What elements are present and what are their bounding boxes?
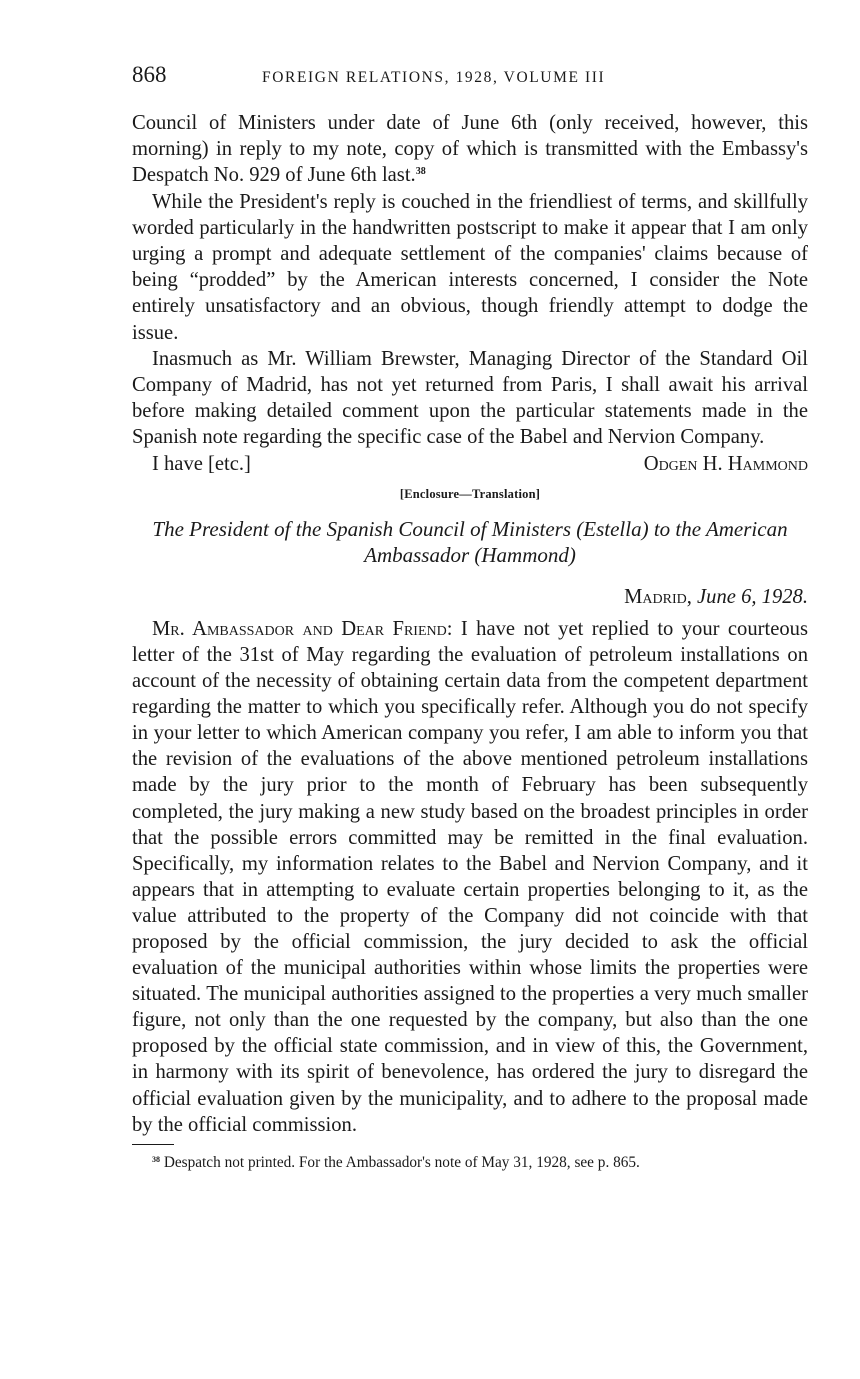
- footnote-divider: [132, 1144, 174, 1145]
- footnote-text: Despatch not printed. For the Ambassador's note of May 31, 1928, see p. 865.: [163, 1153, 640, 1171]
- running-head: [132, 62, 808, 96]
- dateline-date: June 6, 1928.: [697, 585, 808, 608]
- document-page: [132, 62, 808, 1173]
- page-number: 868: [132, 62, 167, 87]
- despatch-paragraph-1-text: Council of Ministers under date of June 6th (only received, however, this morning) in reply to my note, copy of which is transmitted with the Embassy's Despatch No. 929 of June 6th last.: [132, 112, 808, 187]
- running-head-title: FOREIGN RELATIONS, 1928, VOLUME III: [262, 69, 606, 86]
- despatch-paragraph-3: Inasmuch as Mr. William Brewster, Managing Director of the Standard Oil Company of Madrid, has not yet returned from Paris, I shall await his arrival before making detailed comment upon the particular statements made in the Spanish note regarding the specific case of the Babel and Nervion Company.: [132, 347, 808, 449]
- signature: Odgen H. Hammond: [643, 452, 808, 475]
- salutation: Mr. Ambassador and Dear Friend:: [152, 617, 453, 640]
- despatch-paragraph-1: [132, 110, 808, 189]
- enclosure-heading: The President of the Spanish Council of Ministers (Estella) to the American Ambassador (Hammond): [152, 516, 788, 567]
- footnote-reference[interactable]: 38: [415, 166, 426, 178]
- complimentary-close: I have [etc.]: [152, 452, 251, 475]
- despatch-paragraph-2: While the President's reply is couched in the friendliest of terms, and skillfully worded particularly in the handwritten postscript to make it appear that I am only urging a prompt and adequate settlement of the companies' claims because of being “prodded” by the American interests concerned, I consider the Note entirely unsatisfactory and an obvious, though friendly attempt to dodge the issue.: [132, 190, 808, 344]
- footnote-marker: 38: [152, 1154, 160, 1164]
- enclosure-body-text: I have not yet replied to your courteous letter of the 31st of May regarding the evaluation of petroleum installations on account of the necessity of obtaining certain data from the competent department regarding the matter to which you specifically refer. Although you do not specify in your letter to which American company you refer, I am able to inform you that the revision of the evaluations of the above mentioned petroleum installations made by the jury prior to the month of February has been subsequently completed, the jury making a new study based on the broadest principles in order that the possible errors committed may be remitted in the final evaluation. Specifically, my information relates to the Babel and Nervion Company, and it appears that in attempting to evaluate certain properties belonging to it, as the value attributed to the property of the Company did not coincide with that proposed by the official commission, the jury decided to ask the official evaluation of the municipal authorities within whose limits the properties were situated. The municipal authorities assigned to the properties a very much smaller figure, not only than the one requested by the company, but also than the one proposed by the official state commission, and in view of this, the Government, in harmony with its spirit of benevolence, has ordered the jury to disregard the official evaluation given by the municipality, and to adhere to the proposal made by the official commission.: [132, 617, 808, 1136]
- closing-line: [132, 451, 808, 477]
- enclosure-label: [Enclosure—Translation]: [399, 486, 541, 501]
- dateline: [132, 584, 808, 610]
- dateline-place: Madrid,: [624, 585, 692, 608]
- footnote: [132, 1153, 808, 1173]
- enclosure-body: [132, 616, 808, 1138]
